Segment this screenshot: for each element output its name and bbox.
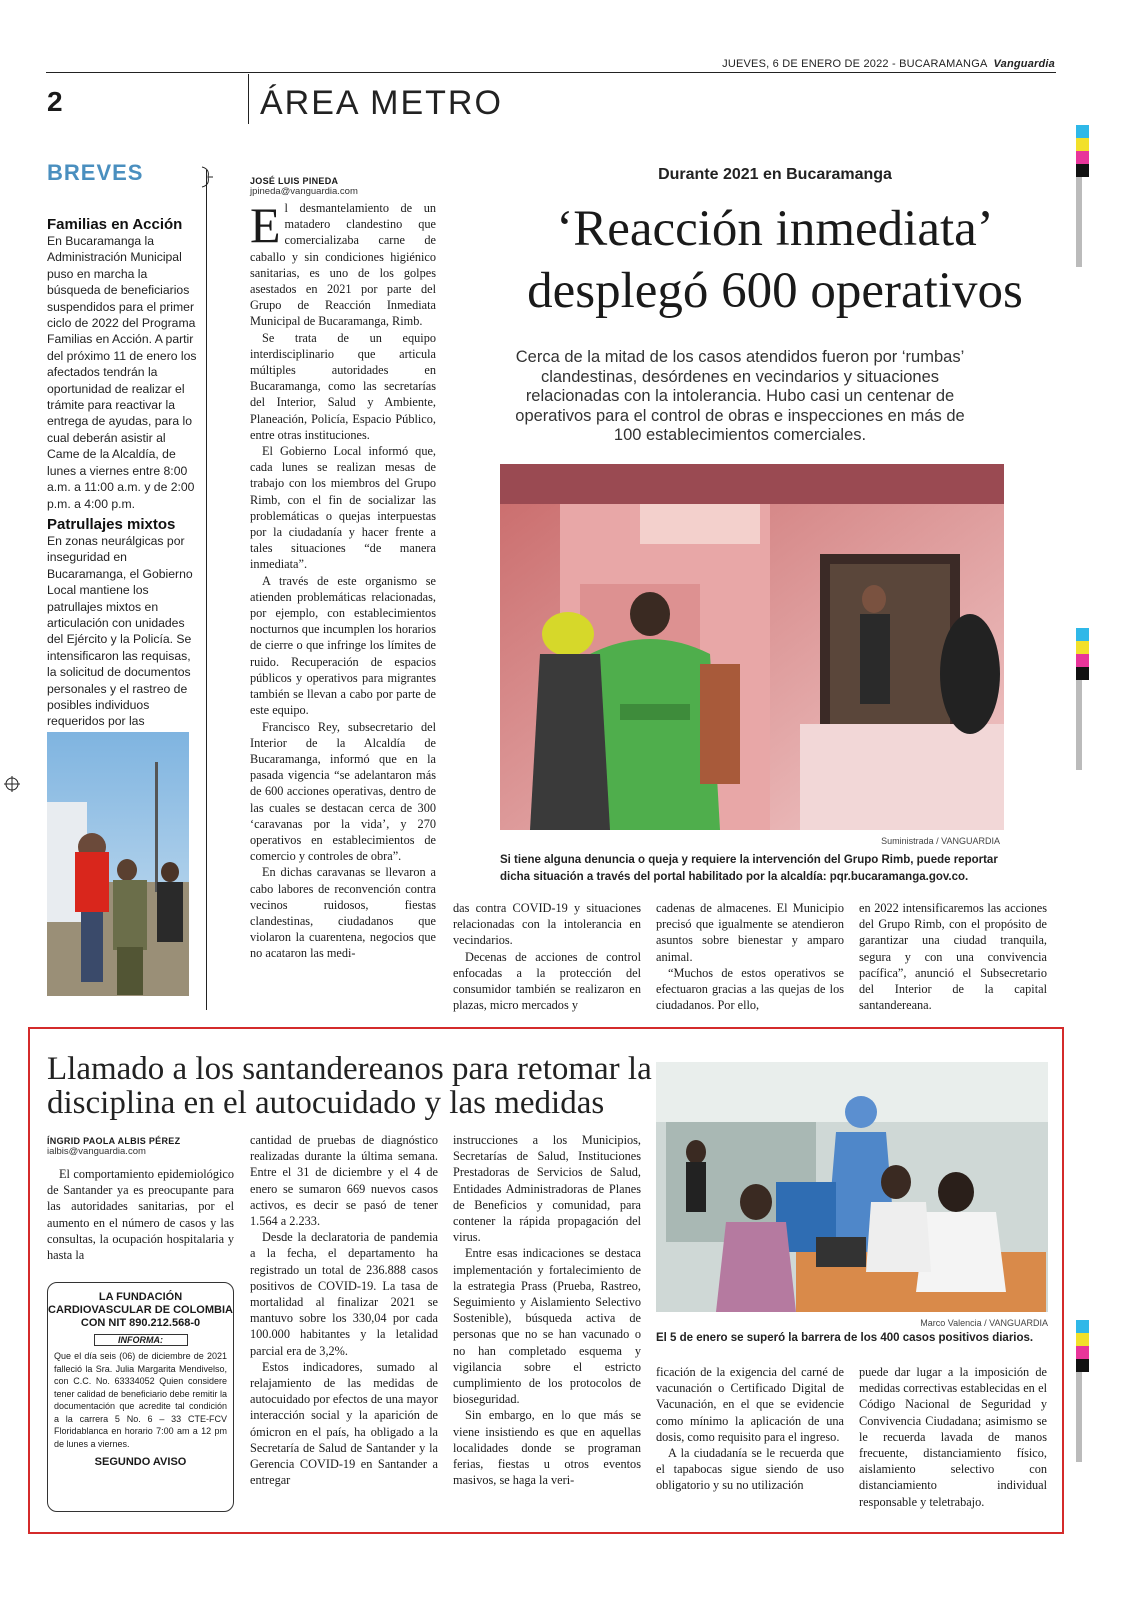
date-text: JUEVES, 6 DE ENERO DE 2022 - BUCARAMANGA bbox=[722, 58, 988, 70]
paragraph: cadenas de almacenes. El Municipio precisó que igualmente se atendieron asuntos sobre bienestar y amparo animal. bbox=[656, 901, 844, 964]
paragraph: Se trata de un equipo interdisciplinario que articula múltiples autoridades en Bucaramanga, como las secretarías del Interior, Salud y Ambiente, Planeación, Policía, Espacio Público, entre otras instituciones. bbox=[250, 330, 436, 442]
photo-caption: Si tiene alguna denuncia o queja y requiere la intervención del Grupo Rimb, puede reportar dicha situación a través del portal habilitado por la alcaldía: pqr.bucaramanga.gov.co. bbox=[500, 854, 998, 883]
notice-title: LA FUNDACIÓN CARDIOVASCULAR DE COLOMBIA CON NIT 890.212.568-0 bbox=[48, 1291, 233, 1329]
second-headline: Llamado a los santandereanos para retomar la disciplina en el autocuidado y las medidas bbox=[47, 1051, 652, 1121]
obituary-notice bbox=[47, 1282, 234, 1512]
brief-text: En Bucaramanga la Administración Municipal puso en marcha la búsqueda de beneficiarios suspendidos para el primer ciclo de 2022 del Programa Familias en Acción. A partir del próximo 11 de enero los afectados tendrán la oportunidad de realizar el trámite para reactivar la entrega de ayudas, para lo cual deberán asistir al Came de la Alcaldía, de lunes a viernes entre 8:00 a.m. a 11:00 a.m. y de 2:00 p.m. a 4:00 p.m. bbox=[47, 234, 197, 511]
brief-2 bbox=[47, 516, 197, 746]
notice-footer: SEGUNDO AVISO bbox=[94, 1456, 187, 1468]
column-divider bbox=[206, 170, 207, 1010]
registration-cross-icon bbox=[4, 776, 20, 792]
paragraph: instrucciones a los Municipios, Secretarías de Salud, Instituciones Prestadoras de Servicios de Salud, Entidades Administradoras de Planes de Beneficios y comunidad, para contener la rápida propagación del virus. bbox=[453, 1133, 641, 1245]
notice-label: INFORMA: bbox=[94, 1334, 188, 1346]
kicker: Durante 2021 en Bucaramanga bbox=[658, 166, 892, 183]
brief-heading: Familias en Acción bbox=[47, 216, 183, 233]
second-column-3 bbox=[453, 1132, 641, 1488]
header-divider bbox=[248, 74, 249, 124]
paragraph: l desmantelamiento de un matadero clandestino que comercializaba carne de caballo y sin condiciones higiénico sanitarias, es uno de los golpes asestados en 2021 por parte del Grupo de Reacción Inmediata Municipal de Bucaramanga, Rimb. bbox=[250, 201, 436, 329]
brand-logo: Vanguardia bbox=[993, 58, 1055, 70]
operative-photo-illustration bbox=[500, 464, 1004, 830]
main-byline bbox=[250, 176, 358, 197]
second-column-1 bbox=[47, 1166, 234, 1263]
paragraph: das contra COVID-19 y situaciones relacionadas con la intolerancia en vecindarios. bbox=[453, 901, 641, 948]
paragraph: El comportamiento epidemiológico de Santander ya es preocupante para las autoridades sanitarias, por el aumento en el número de casos y las consultas, la ocupación hospitalaria y hasta la bbox=[47, 1167, 234, 1263]
brief-heading: Patrullajes mixtos bbox=[47, 516, 176, 533]
paragraph: ficación de la exigencia del carné de vacunación o Certificado Digital de Vacunación, en el que se evidencie como mínimo la aplicación de una dosis, como requisito para el ingreso. bbox=[656, 1365, 844, 1444]
second-byline bbox=[47, 1136, 180, 1157]
main-column-3 bbox=[656, 900, 844, 1013]
breves-title: BREVES bbox=[47, 160, 144, 185]
second-column-2 bbox=[250, 1132, 438, 1488]
author-email[interactable]: jpineda@vanguardia.com bbox=[250, 186, 358, 197]
second-column-5 bbox=[859, 1364, 1047, 1510]
deck: Cerca de la mitad de los casos atendidos fueron por ‘rumbas’ clandestinas, desórdenes en vecindarios y situaciones relacionadas con la intolerancia. Hubo casi un centenar de operativos para el control de obras e inspecciones en más de 100 establecimientos comerciales. bbox=[515, 348, 965, 444]
color-calibration-bar bbox=[1076, 628, 1089, 770]
notice-body: Que el día seis (06) de diciembre de 2021 falleció la Sra. Julia Margarita Mendivelso, con C.C. No. 63334052 Quien considere tener calidad de beneficiario debe remitir la documentación que acredite tal condición a la carrera 5 No. 6 – 33 CTE-FCV Floridablanca en horario 7:00 am a 12 pm de lunes a viernes. bbox=[54, 1351, 227, 1449]
author-name: JOSÉ LUIS PINEDA bbox=[250, 176, 339, 186]
main-column-4 bbox=[859, 900, 1047, 1013]
patrol-photo-illustration bbox=[47, 732, 189, 996]
paragraph: El Gobierno Local informó que, cada lunes se realizan mesas de trabajo con los miembros del Grupo Rimb, con el fin de socializar las problemáticas o quejas interpuestas por la ciudadanía y hacer frente a tales situaciones “de manera inmediata”. bbox=[250, 444, 436, 572]
bracket-icon bbox=[200, 166, 214, 188]
paragraph: A la ciudadanía se le recuerda que el tapabocas sigue siendo de uso obligatorio y su no utilización bbox=[656, 1446, 844, 1493]
paragraph: En dichas caravanas se llevaron a cabo labores de reconvención contra vecinos ruidosos, fiestas clandestinas, ciudadanos que violaron la cuarentena, negocios que no acataron las medi- bbox=[250, 865, 436, 961]
photo-caption: El 5 de enero se superó la barrera de los 400 casos positivos diarios. bbox=[656, 1332, 1034, 1344]
paragraph: Desde la declaratoria de pandemia a la fecha, el departamento ha registrado un total de 236.888 casos positivos de COVID-19. La tasa de mortalidad al finalizar 2021 se mantuvo sobre los 330,04 por cada 100.000 habitantes y la letalidad parcial era de 3,2%. bbox=[250, 1230, 438, 1358]
paragraph: cantidad de pruebas de diagnóstico realizadas durante la última semana. Entre el 31 de diciembre y el 4 de enero se sumaron 669 nuevos casos activos, es decir se pasó de tener 1.564 a 2.233. bbox=[250, 1133, 438, 1229]
page-number: 2 bbox=[47, 86, 63, 117]
vaccination-photo bbox=[656, 1062, 1048, 1312]
second-column-4 bbox=[656, 1364, 844, 1494]
main-column-2 bbox=[453, 900, 641, 1013]
photo-credit: Marco Valencia / VANGUARDIA bbox=[920, 1318, 1048, 1328]
paragraph: Francisco Rey, subsecretario del Interior de la Alcaldía de Bucaramanga, informó que en la pasada vigencia “se adelantaron más de 600 acciones operativas, dentro de las cuales se destacan cerca de 300 ‘caravanas por la vida’, y 270 operativos en establecimientos de comercio y controles de obra”. bbox=[250, 719, 436, 864]
brief-photo bbox=[47, 732, 189, 996]
brief-text: En zonas neurálgicas por inseguridad en Bucaramanga, el Gobierno Local mantiene los patrullajes mixtos en articulación con unidades del Ejército y la Policía. Se intensificaron las requisas, la solicitud de documentos personales y el rastreo de posibles individuos requeridos por las bbox=[47, 534, 193, 729]
dropcap: E bbox=[250, 197, 281, 253]
vaccination-photo-illustration bbox=[656, 1062, 1048, 1312]
main-column-1 bbox=[250, 197, 436, 962]
photo-credit: Suministrada / VANGUARDIA bbox=[881, 836, 1000, 846]
paragraph: A través de este organismo se atienden problemáticas relacionadas, por ejemplo, con establecimientos nocturnos que incumplen los horarios de cierre o que infringe los límites de ruido. Recuperación de espacios públicos y operativos para migrantes también se llevan a cabo por parte de este equipo. bbox=[250, 573, 436, 718]
paragraph: en 2022 intensificaremos las acciones del Grupo Rimb, con el propósito de garantizar una ciudad tranquila, segura y con una convivencia pacífica”, anunció el Subsecretario del Interior de la capital santandereana. bbox=[859, 901, 1047, 1013]
color-calibration-bar bbox=[1076, 1320, 1089, 1462]
paragraph: Entre esas indicaciones se destaca implementación y fortalecimiento de la estrategia Prass (Prueba, Rastreo, Seguimiento y Aislamiento Selectivo Sostenible), búsqueda activa de personas que no se han vacunado o no han completado esquema y vigilancia sobre el estricto cumplimiento de los protocolos de bioseguridad. bbox=[453, 1246, 641, 1407]
paragraph: Estos indicadores, sumado al relajamiento de las medidas de autocuidado por efectos de una mayor interacción social y la aparición de ómicron en el país, ha obligado a la Secretaría de Salud de Santander y la Gerencia COVID-19 en Santander a entregar bbox=[250, 1359, 438, 1488]
paragraph: Decenas de acciones de control enfocadas a la protección del consumidor también se realizaron en plazas, micro mercados y bbox=[453, 949, 641, 1013]
author-email[interactable]: ialbis@vanguardia.com bbox=[47, 1146, 146, 1157]
header-rule bbox=[46, 72, 1056, 73]
main-photo bbox=[500, 464, 1004, 830]
section-title: ÁREA METRO bbox=[260, 84, 503, 122]
paragraph: puede dar lugar a la imposición de medidas correctivas establecidas en el Código Nacional de Seguridad y Convivencia Ciudadana; asimismo se le recuerda lavada de manos frecuente, distanciamiento físico, aislamiento selectivo con distanciamiento individual responsable y teletrabajo. bbox=[859, 1365, 1047, 1509]
dateline bbox=[722, 58, 1055, 70]
author-name: ÍNGRID PAOLA ALBIS PÉREZ bbox=[47, 1136, 181, 1146]
color-calibration-bar bbox=[1076, 125, 1089, 267]
paragraph: Sin embargo, en lo que más se viene insistiendo es que en aquellas localidades donde se programan ferias, fiestas u otros eventos masivos, se haga la veri- bbox=[453, 1408, 641, 1488]
headline: ‘Reacción inmediata’ desplegó 600 operativos bbox=[527, 201, 1023, 319]
brief-1 bbox=[47, 216, 197, 512]
paragraph: “Muchos de estos operativos se efectuaron gracias a las quejas de los ciudadanos. Por ello, bbox=[656, 965, 844, 1013]
